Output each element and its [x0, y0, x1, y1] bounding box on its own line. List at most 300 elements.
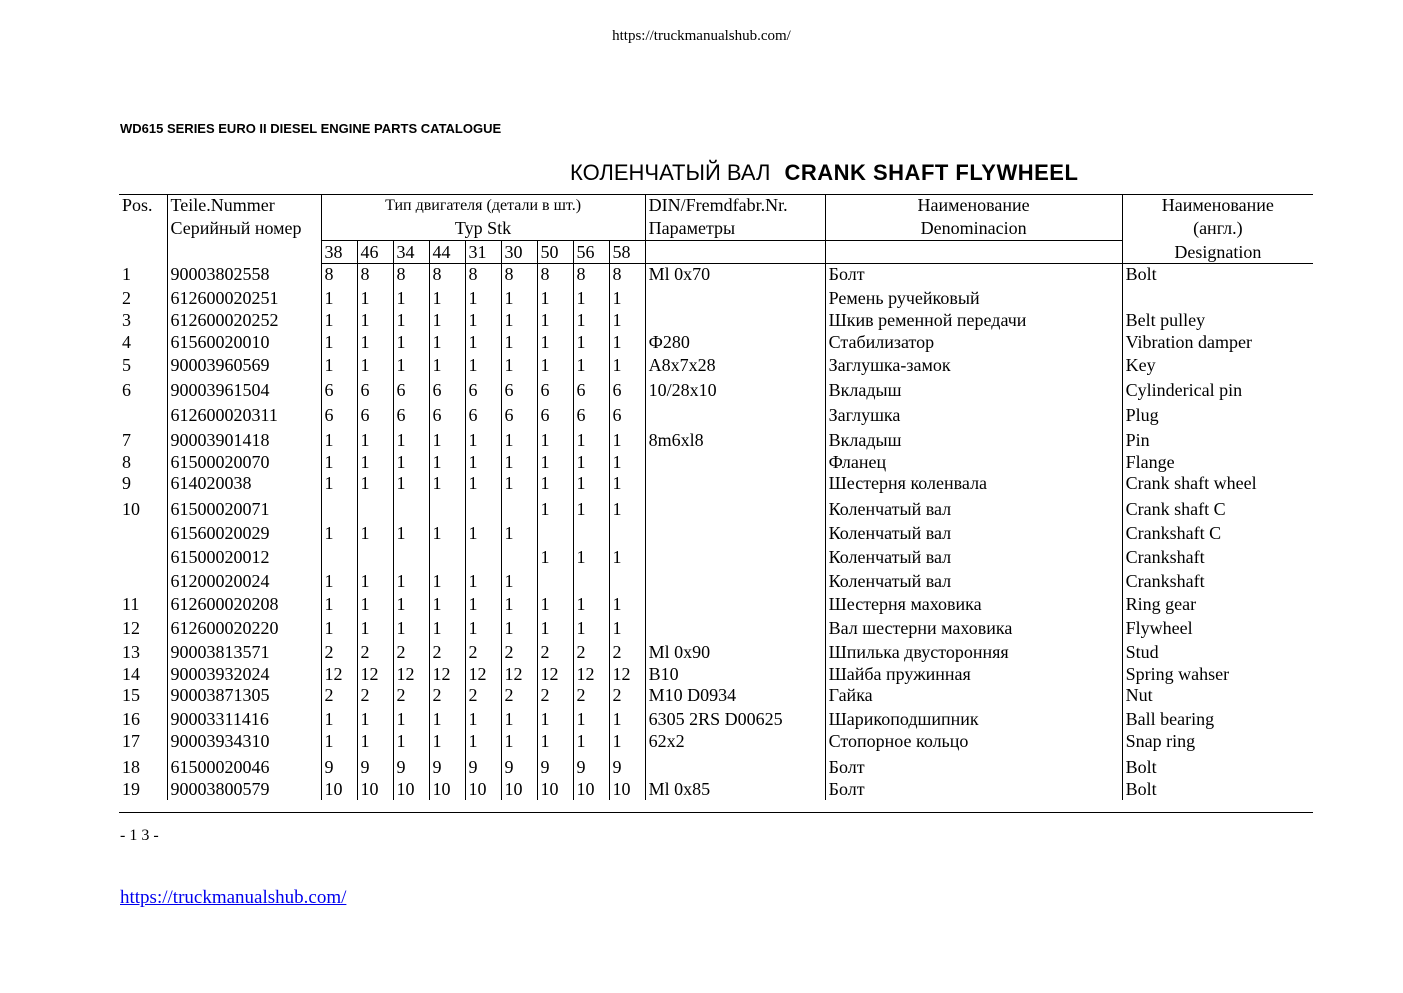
- cell-qty: 10: [609, 779, 645, 800]
- cell-qty: 6: [321, 380, 357, 405]
- cell-qty: 1: [357, 430, 393, 452]
- cell-qty: 1: [393, 523, 429, 547]
- cell-qty: 2: [501, 685, 537, 709]
- cell-qty: 2: [465, 685, 501, 709]
- cell-part-number: 61500020070: [167, 452, 321, 473]
- table-row: [119, 355, 1313, 380]
- cell-qty: 1: [609, 709, 645, 731]
- cell-qty: 1: [501, 310, 537, 332]
- cell-qty: 1: [393, 355, 429, 380]
- cell-qty: [393, 499, 429, 523]
- cell-qty: 8: [321, 264, 357, 288]
- cell-name-en: Vibration damper: [1122, 332, 1313, 355]
- cell-qty: 1: [465, 731, 501, 757]
- cell-qty: 1: [429, 709, 465, 731]
- cell-qty: 1: [609, 355, 645, 380]
- cell-qty: 1: [429, 618, 465, 642]
- cell-qty: 10: [429, 779, 465, 800]
- col-header-parameters: Параметры: [645, 217, 825, 241]
- cell-qty: 2: [573, 685, 609, 709]
- cell-qty: 1: [501, 430, 537, 452]
- cell-name-en: Ring gear: [1122, 594, 1313, 618]
- section-title-ru: КОЛЕНЧАТЫЙ ВАЛ: [570, 160, 771, 185]
- cell-qty: 9: [501, 757, 537, 779]
- cell-qty: 1: [393, 571, 429, 594]
- cell-qty: 2: [429, 642, 465, 664]
- cell-qty: 6: [321, 405, 357, 430]
- cell-qty: 2: [393, 642, 429, 664]
- cell-qty: 6: [465, 380, 501, 405]
- cell-qty: 12: [609, 664, 645, 685]
- cell-qty: [357, 499, 393, 523]
- cell-qty: 6: [573, 405, 609, 430]
- cell-qty: 9: [609, 757, 645, 779]
- cell-qty: 1: [357, 310, 393, 332]
- table-row: [119, 380, 1313, 405]
- cell-qty: 10: [573, 779, 609, 800]
- cell-pos: 12: [122, 617, 140, 638]
- cell-qty: 1: [357, 473, 393, 499]
- cell-name-ru: Шестерня коленвала: [825, 473, 1122, 499]
- cell-part-number: 61560020010: [167, 332, 321, 355]
- cell-qty: 9: [357, 757, 393, 779]
- cell-din: [645, 473, 825, 499]
- cell-name-ru: Коленчатый вал: [825, 523, 1122, 547]
- cell-din: 10/28x10: [645, 380, 825, 405]
- cell-din: M10 D0934: [645, 685, 825, 709]
- cell-qty: 9: [321, 757, 357, 779]
- cell-din: [645, 547, 825, 571]
- table-row: [119, 685, 1313, 709]
- cell-name-ru: Вкладыш: [825, 430, 1122, 452]
- table-row: [119, 571, 1313, 594]
- cell-qty: [609, 523, 645, 547]
- col-header-engine-type: Тип двигателя (детали в шт.): [321, 194, 645, 217]
- cell-part-number: 61500020012: [167, 547, 321, 571]
- cell-pos: 18: [122, 756, 140, 777]
- cell-qty: 1: [501, 332, 537, 355]
- cell-qty: 12: [429, 664, 465, 685]
- cell-din: Ф280: [645, 332, 825, 355]
- cell-qty: 1: [537, 618, 573, 642]
- cell-qty: 1: [609, 310, 645, 332]
- table-row: [119, 547, 1313, 571]
- cell-name-en: Snap ring: [1122, 731, 1313, 757]
- cell-name-ru: Заглушка: [825, 405, 1122, 430]
- col-header-din: DIN/Fremdfabr.Nr.: [645, 194, 825, 217]
- cell-qty: 1: [573, 709, 609, 731]
- cell-pos: 10: [122, 498, 140, 519]
- cell-qty: 1: [393, 473, 429, 499]
- cell-qty: 2: [609, 685, 645, 709]
- cell-qty: 10: [393, 779, 429, 800]
- cell-qty: 1: [321, 332, 357, 355]
- cell-qty: 6: [537, 380, 573, 405]
- cell-part-number: 90003311416: [167, 709, 321, 731]
- cell-pos: [119, 523, 167, 547]
- cell-qty: 1: [609, 430, 645, 452]
- cell-name-en: Spring wahser: [1122, 664, 1313, 685]
- cell-pos: [119, 405, 167, 430]
- cell-din: [645, 405, 825, 430]
- cell-qty: 1: [537, 310, 573, 332]
- cell-name-en: Crankshaft: [1122, 547, 1313, 571]
- cell-part-number: 61500020046: [167, 757, 321, 779]
- cell-name-ru: Шарикоподшипник: [825, 709, 1122, 731]
- cell-qty: 1: [573, 288, 609, 310]
- cell-qty: 1: [501, 452, 537, 473]
- header-row-types: [119, 241, 1313, 264]
- cell-qty: 1: [501, 731, 537, 757]
- cell-qty: 1: [357, 332, 393, 355]
- cell-qty: 1: [573, 618, 609, 642]
- cell-part-number: 90003802558: [167, 264, 321, 288]
- type-label: 46: [357, 241, 393, 264]
- table-row: [119, 709, 1313, 731]
- cell-qty: 1: [393, 709, 429, 731]
- cell-name-ru: Болт: [825, 779, 1122, 800]
- cell-pos: 17: [122, 730, 140, 751]
- cell-part-number: 90003813571: [167, 642, 321, 664]
- cell-qty: 1: [465, 594, 501, 618]
- cell-name-en: Belt pulley: [1122, 310, 1313, 332]
- cell-qty: 1: [537, 499, 573, 523]
- type-label: 50: [537, 241, 573, 264]
- table-row: [119, 288, 1313, 310]
- cell-name-en: Key: [1122, 355, 1313, 380]
- cell-pos: 3: [122, 309, 131, 330]
- cell-qty: 9: [429, 757, 465, 779]
- cell-din: B10: [645, 664, 825, 685]
- col-header-serial-number: Серийный номер: [167, 217, 321, 241]
- cell-qty: 1: [609, 332, 645, 355]
- cell-qty: 1: [357, 452, 393, 473]
- table-row: [119, 473, 1313, 499]
- cell-qty: 12: [537, 664, 573, 685]
- cell-qty: 2: [321, 642, 357, 664]
- col-header-designation: Designation: [1122, 241, 1313, 264]
- table-body: [119, 264, 1313, 800]
- cell-qty: 9: [573, 757, 609, 779]
- table-row: [119, 332, 1313, 355]
- header-row-2: [119, 217, 1313, 241]
- cell-part-number: 90003934310: [167, 731, 321, 757]
- cell-qty: 1: [357, 618, 393, 642]
- cell-name-ru: Шпилька двусторонняя: [825, 642, 1122, 664]
- cell-qty: 2: [321, 685, 357, 709]
- cell-name-en: Bolt: [1122, 264, 1313, 288]
- cell-qty: 1: [573, 452, 609, 473]
- cell-part-number: 612600020251: [167, 288, 321, 310]
- cell-qty: 1: [609, 594, 645, 618]
- cell-qty: 1: [321, 571, 357, 594]
- cell-part-number: 90003800579: [167, 779, 321, 800]
- cell-name-en: Pin: [1122, 430, 1313, 452]
- cell-qty: 2: [501, 642, 537, 664]
- type-label: 38: [321, 241, 357, 264]
- cell-qty: 1: [537, 547, 573, 571]
- cell-qty: 6: [537, 405, 573, 430]
- cell-din: [645, 571, 825, 594]
- cell-qty: 1: [429, 332, 465, 355]
- cell-qty: 6: [501, 405, 537, 430]
- cell-qty: [321, 547, 357, 571]
- cell-qty: 1: [501, 473, 537, 499]
- cell-qty: 1: [357, 523, 393, 547]
- cell-qty: 1: [393, 332, 429, 355]
- type-label: 58: [609, 241, 645, 264]
- cell-qty: 1: [465, 355, 501, 380]
- cell-pos: 6: [122, 379, 131, 400]
- cell-qty: 6: [573, 380, 609, 405]
- cell-qty: 2: [573, 642, 609, 664]
- cell-qty: 1: [573, 594, 609, 618]
- cell-name-ru: Стабилизатор: [825, 332, 1122, 355]
- cell-pos: 5: [122, 354, 131, 375]
- cell-qty: 1: [357, 355, 393, 380]
- cell-qty: 1: [573, 310, 609, 332]
- cell-qty: 1: [465, 332, 501, 355]
- col-header-denominacion: Denominacion: [825, 217, 1122, 241]
- cell-name-ru: Стопорное кольцо: [825, 731, 1122, 757]
- cell-name-en: Nut: [1122, 685, 1313, 709]
- cell-part-number: 90003871305: [167, 685, 321, 709]
- cell-qty: 1: [429, 731, 465, 757]
- col-header-pos: Pos.: [122, 195, 153, 215]
- cell-qty: 2: [357, 642, 393, 664]
- cell-name-en: Flywheel: [1122, 618, 1313, 642]
- cell-qty: 12: [357, 664, 393, 685]
- cell-qty: 1: [537, 332, 573, 355]
- cell-qty: 1: [321, 452, 357, 473]
- cell-din: 8m6xl8: [645, 430, 825, 452]
- cell-qty: 1: [429, 355, 465, 380]
- cell-qty: 1: [573, 332, 609, 355]
- cell-qty: 1: [501, 355, 537, 380]
- cell-qty: 10: [465, 779, 501, 800]
- cell-qty: 1: [321, 355, 357, 380]
- cell-qty: 1: [573, 499, 609, 523]
- table-row: [119, 405, 1313, 430]
- cell-qty: 1: [537, 452, 573, 473]
- cell-qty: 1: [429, 523, 465, 547]
- cell-qty: 1: [501, 523, 537, 547]
- table-row: [119, 430, 1313, 452]
- cell-qty: 1: [465, 523, 501, 547]
- cell-name-en: Crankshaft: [1122, 571, 1313, 594]
- cell-name-ru: Гайка: [825, 685, 1122, 709]
- table-row: [119, 757, 1313, 779]
- cell-qty: 1: [609, 499, 645, 523]
- table-row: [119, 594, 1313, 618]
- type-label: 34: [393, 241, 429, 264]
- type-label: 31: [465, 241, 501, 264]
- cell-qty: 12: [501, 664, 537, 685]
- cell-qty: 2: [393, 685, 429, 709]
- cell-qty: 1: [393, 594, 429, 618]
- table-row: [119, 264, 1313, 288]
- cell-qty: 6: [393, 380, 429, 405]
- cell-qty: 6: [609, 405, 645, 430]
- cell-qty: 1: [429, 288, 465, 310]
- cell-pos: 4: [122, 331, 131, 352]
- cell-qty: [465, 499, 501, 523]
- cell-qty: 1: [537, 473, 573, 499]
- cell-qty: 6: [357, 380, 393, 405]
- cell-qty: 1: [465, 709, 501, 731]
- cell-name-ru: Ремень ручейковый: [825, 288, 1122, 310]
- cell-name-ru: Коленчатый вал: [825, 571, 1122, 594]
- cell-qty: 1: [393, 430, 429, 452]
- cell-din: [645, 499, 825, 523]
- cell-qty: [501, 499, 537, 523]
- cell-qty: 12: [321, 664, 357, 685]
- cell-qty: 1: [393, 310, 429, 332]
- cell-qty: 9: [465, 757, 501, 779]
- cell-qty: 1: [573, 355, 609, 380]
- table-row: [119, 499, 1313, 523]
- cell-name-en: Crank shaft C: [1122, 499, 1313, 523]
- cell-qty: 1: [321, 523, 357, 547]
- col-header-part-number: Teile.Nummer: [167, 194, 321, 217]
- cell-qty: 1: [321, 288, 357, 310]
- type-label: 44: [429, 241, 465, 264]
- cell-qty: 1: [609, 731, 645, 757]
- cell-name-en: Plug: [1122, 405, 1313, 430]
- cell-pos: 15: [122, 684, 140, 705]
- cell-part-number: 90003961504: [167, 380, 321, 405]
- footer-link[interactable]: https://truckmanualshub.com/: [120, 887, 347, 908]
- cell-qty: 1: [537, 594, 573, 618]
- cell-qty: 1: [429, 310, 465, 332]
- cell-name-ru: Шкив ременной передачи: [825, 310, 1122, 332]
- cell-qty: 10: [501, 779, 537, 800]
- cell-din: [645, 523, 825, 547]
- cell-qty: [465, 547, 501, 571]
- cell-qty: 8: [537, 264, 573, 288]
- cell-pos: 13: [122, 641, 140, 662]
- cell-qty: 9: [537, 757, 573, 779]
- cell-qty: 1: [393, 452, 429, 473]
- cell-din: Ml 0x85: [645, 779, 825, 800]
- col-header-typ-stk: Typ Stk: [321, 217, 645, 241]
- cell-qty: 1: [537, 709, 573, 731]
- cell-qty: 8: [357, 264, 393, 288]
- cell-part-number: 61500020071: [167, 499, 321, 523]
- cell-din: Ml 0x90: [645, 642, 825, 664]
- cell-part-number: 90003960569: [167, 355, 321, 380]
- cell-qty: 1: [393, 288, 429, 310]
- cell-name-en: Ball bearing: [1122, 709, 1313, 731]
- cell-name-en: Stud: [1122, 642, 1313, 664]
- cell-qty: 1: [321, 618, 357, 642]
- document-title: WD615 SERIES EURO II DIESEL ENGINE PARTS CATALOGUE: [120, 121, 502, 136]
- table-row: [119, 523, 1313, 547]
- cell-din: [645, 757, 825, 779]
- cell-qty: 10: [321, 779, 357, 800]
- cell-qty: 8: [393, 264, 429, 288]
- cell-qty: 2: [537, 685, 573, 709]
- cell-qty: 10: [537, 779, 573, 800]
- cell-name-en: Bolt: [1122, 757, 1313, 779]
- cell-qty: 1: [501, 288, 537, 310]
- cell-qty: 1: [429, 452, 465, 473]
- cell-qty: [573, 571, 609, 594]
- cell-qty: 1: [357, 288, 393, 310]
- cell-qty: 1: [609, 618, 645, 642]
- cell-qty: [393, 547, 429, 571]
- cell-pos: 16: [122, 708, 140, 729]
- section-heading: [570, 160, 1078, 186]
- cell-qty: 1: [609, 288, 645, 310]
- cell-qty: 1: [321, 594, 357, 618]
- cell-qty: 1: [501, 571, 537, 594]
- table-row: [119, 642, 1313, 664]
- cell-qty: 1: [501, 594, 537, 618]
- col-header-eng: (англ.): [1122, 217, 1313, 241]
- cell-qty: 6: [429, 380, 465, 405]
- cell-qty: 1: [465, 430, 501, 452]
- cell-part-number: 612600020311: [167, 405, 321, 430]
- cell-part-number: 614020038: [167, 473, 321, 499]
- header-row-1: [119, 194, 1313, 217]
- cell-part-number: 90003901418: [167, 430, 321, 452]
- cell-din: [645, 452, 825, 473]
- cell-qty: 1: [465, 288, 501, 310]
- page-number: - 1 3 -: [120, 827, 159, 844]
- cell-name-ru: Коленчатый вал: [825, 547, 1122, 571]
- cell-qty: 1: [573, 430, 609, 452]
- cell-qty: 2: [429, 685, 465, 709]
- cell-qty: 1: [357, 731, 393, 757]
- cell-pos: 11: [122, 593, 140, 614]
- cell-qty: [537, 523, 573, 547]
- cell-name-en: Flange: [1122, 452, 1313, 473]
- cell-name-ru: Болт: [825, 757, 1122, 779]
- cell-part-number: 61560020029: [167, 523, 321, 547]
- cell-qty: 1: [501, 618, 537, 642]
- cell-qty: 1: [321, 473, 357, 499]
- cell-qty: [429, 499, 465, 523]
- cell-qty: 2: [537, 642, 573, 664]
- cell-name-ru: Шестерня маховика: [825, 594, 1122, 618]
- cell-qty: 1: [357, 594, 393, 618]
- cell-name-en: Cylinderical pin: [1122, 380, 1313, 405]
- table-row: [119, 779, 1313, 800]
- cell-qty: 1: [429, 571, 465, 594]
- cell-pos: 19: [122, 778, 140, 799]
- type-label: 56: [573, 241, 609, 264]
- parts-table: [119, 194, 1313, 800]
- cell-qty: 1: [465, 618, 501, 642]
- cell-din: [645, 594, 825, 618]
- cell-qty: 1: [465, 452, 501, 473]
- cell-qty: [609, 571, 645, 594]
- cell-qty: 8: [609, 264, 645, 288]
- cell-qty: 12: [573, 664, 609, 685]
- cell-qty: [357, 547, 393, 571]
- cell-name-ru: Вал шестерни маховика: [825, 618, 1122, 642]
- col-header-name-en: Наименование: [1122, 194, 1313, 217]
- table-row: [119, 618, 1313, 642]
- cell-qty: [321, 499, 357, 523]
- cell-qty: 6: [393, 405, 429, 430]
- cell-qty: 8: [429, 264, 465, 288]
- cell-name-ru: Коленчатый вал: [825, 499, 1122, 523]
- cell-qty: 1: [573, 547, 609, 571]
- cell-qty: [501, 547, 537, 571]
- table-row: [119, 310, 1313, 332]
